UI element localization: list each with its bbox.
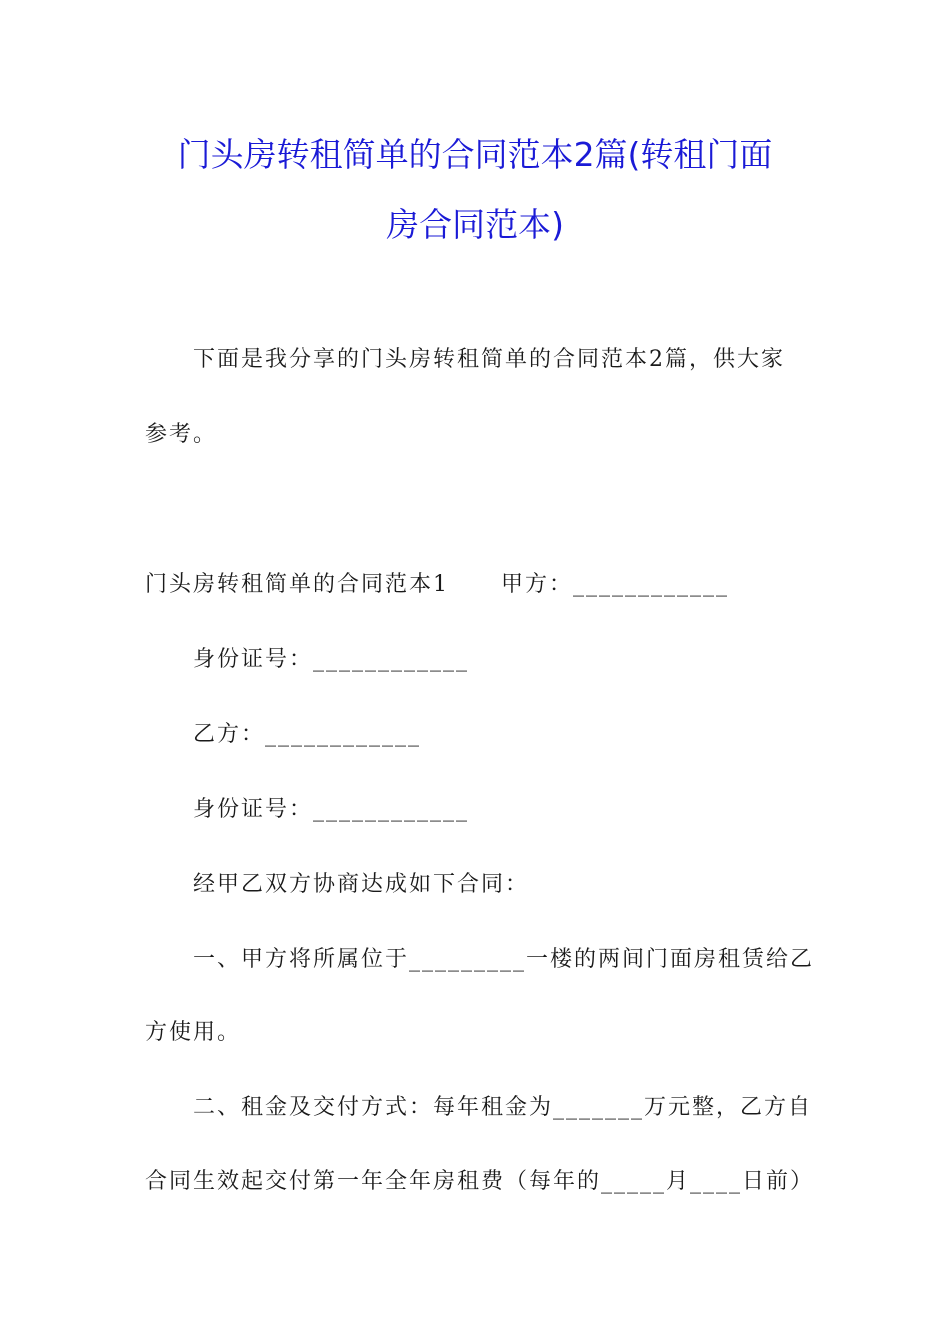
section-heading: 门头房转租简单的合同范本1	[145, 572, 449, 597]
clause-2-line-2: 合同生效起交付第一年全年房租费（每年的_____月____日前）	[145, 1169, 815, 1194]
party-a-field: 甲方：____________	[501, 572, 730, 597]
intro-paragraph-line-1: 下面是我分享的门头房转租简单的合同范本2篇，供大家	[193, 347, 785, 372]
document-title-line-2: 房合同范本)	[386, 205, 564, 244]
party-a-id-field: 身份证号：____________	[193, 647, 470, 672]
clause-2-line-1: 二、租金及交付方式：每年租金为_______万元整，乙方自	[193, 1095, 813, 1120]
agreement-statement: 经甲乙双方协商达成如下合同：	[193, 872, 530, 897]
party-b-field: 乙方：____________	[193, 722, 422, 747]
clause-1-line-2: 方使用。	[145, 1020, 242, 1045]
section-heading-row	[145, 570, 810, 600]
intro-paragraph-line-2: 参考。	[145, 422, 218, 447]
document-title-line-1: 门头房转租简单的合同范本2篇(转租门面	[177, 135, 773, 174]
clause-1-line-1: 一、甲方将所属位于_________一楼的两间门面房租赁给乙	[193, 947, 815, 972]
party-b-id-field: 身份证号：____________	[193, 797, 470, 822]
